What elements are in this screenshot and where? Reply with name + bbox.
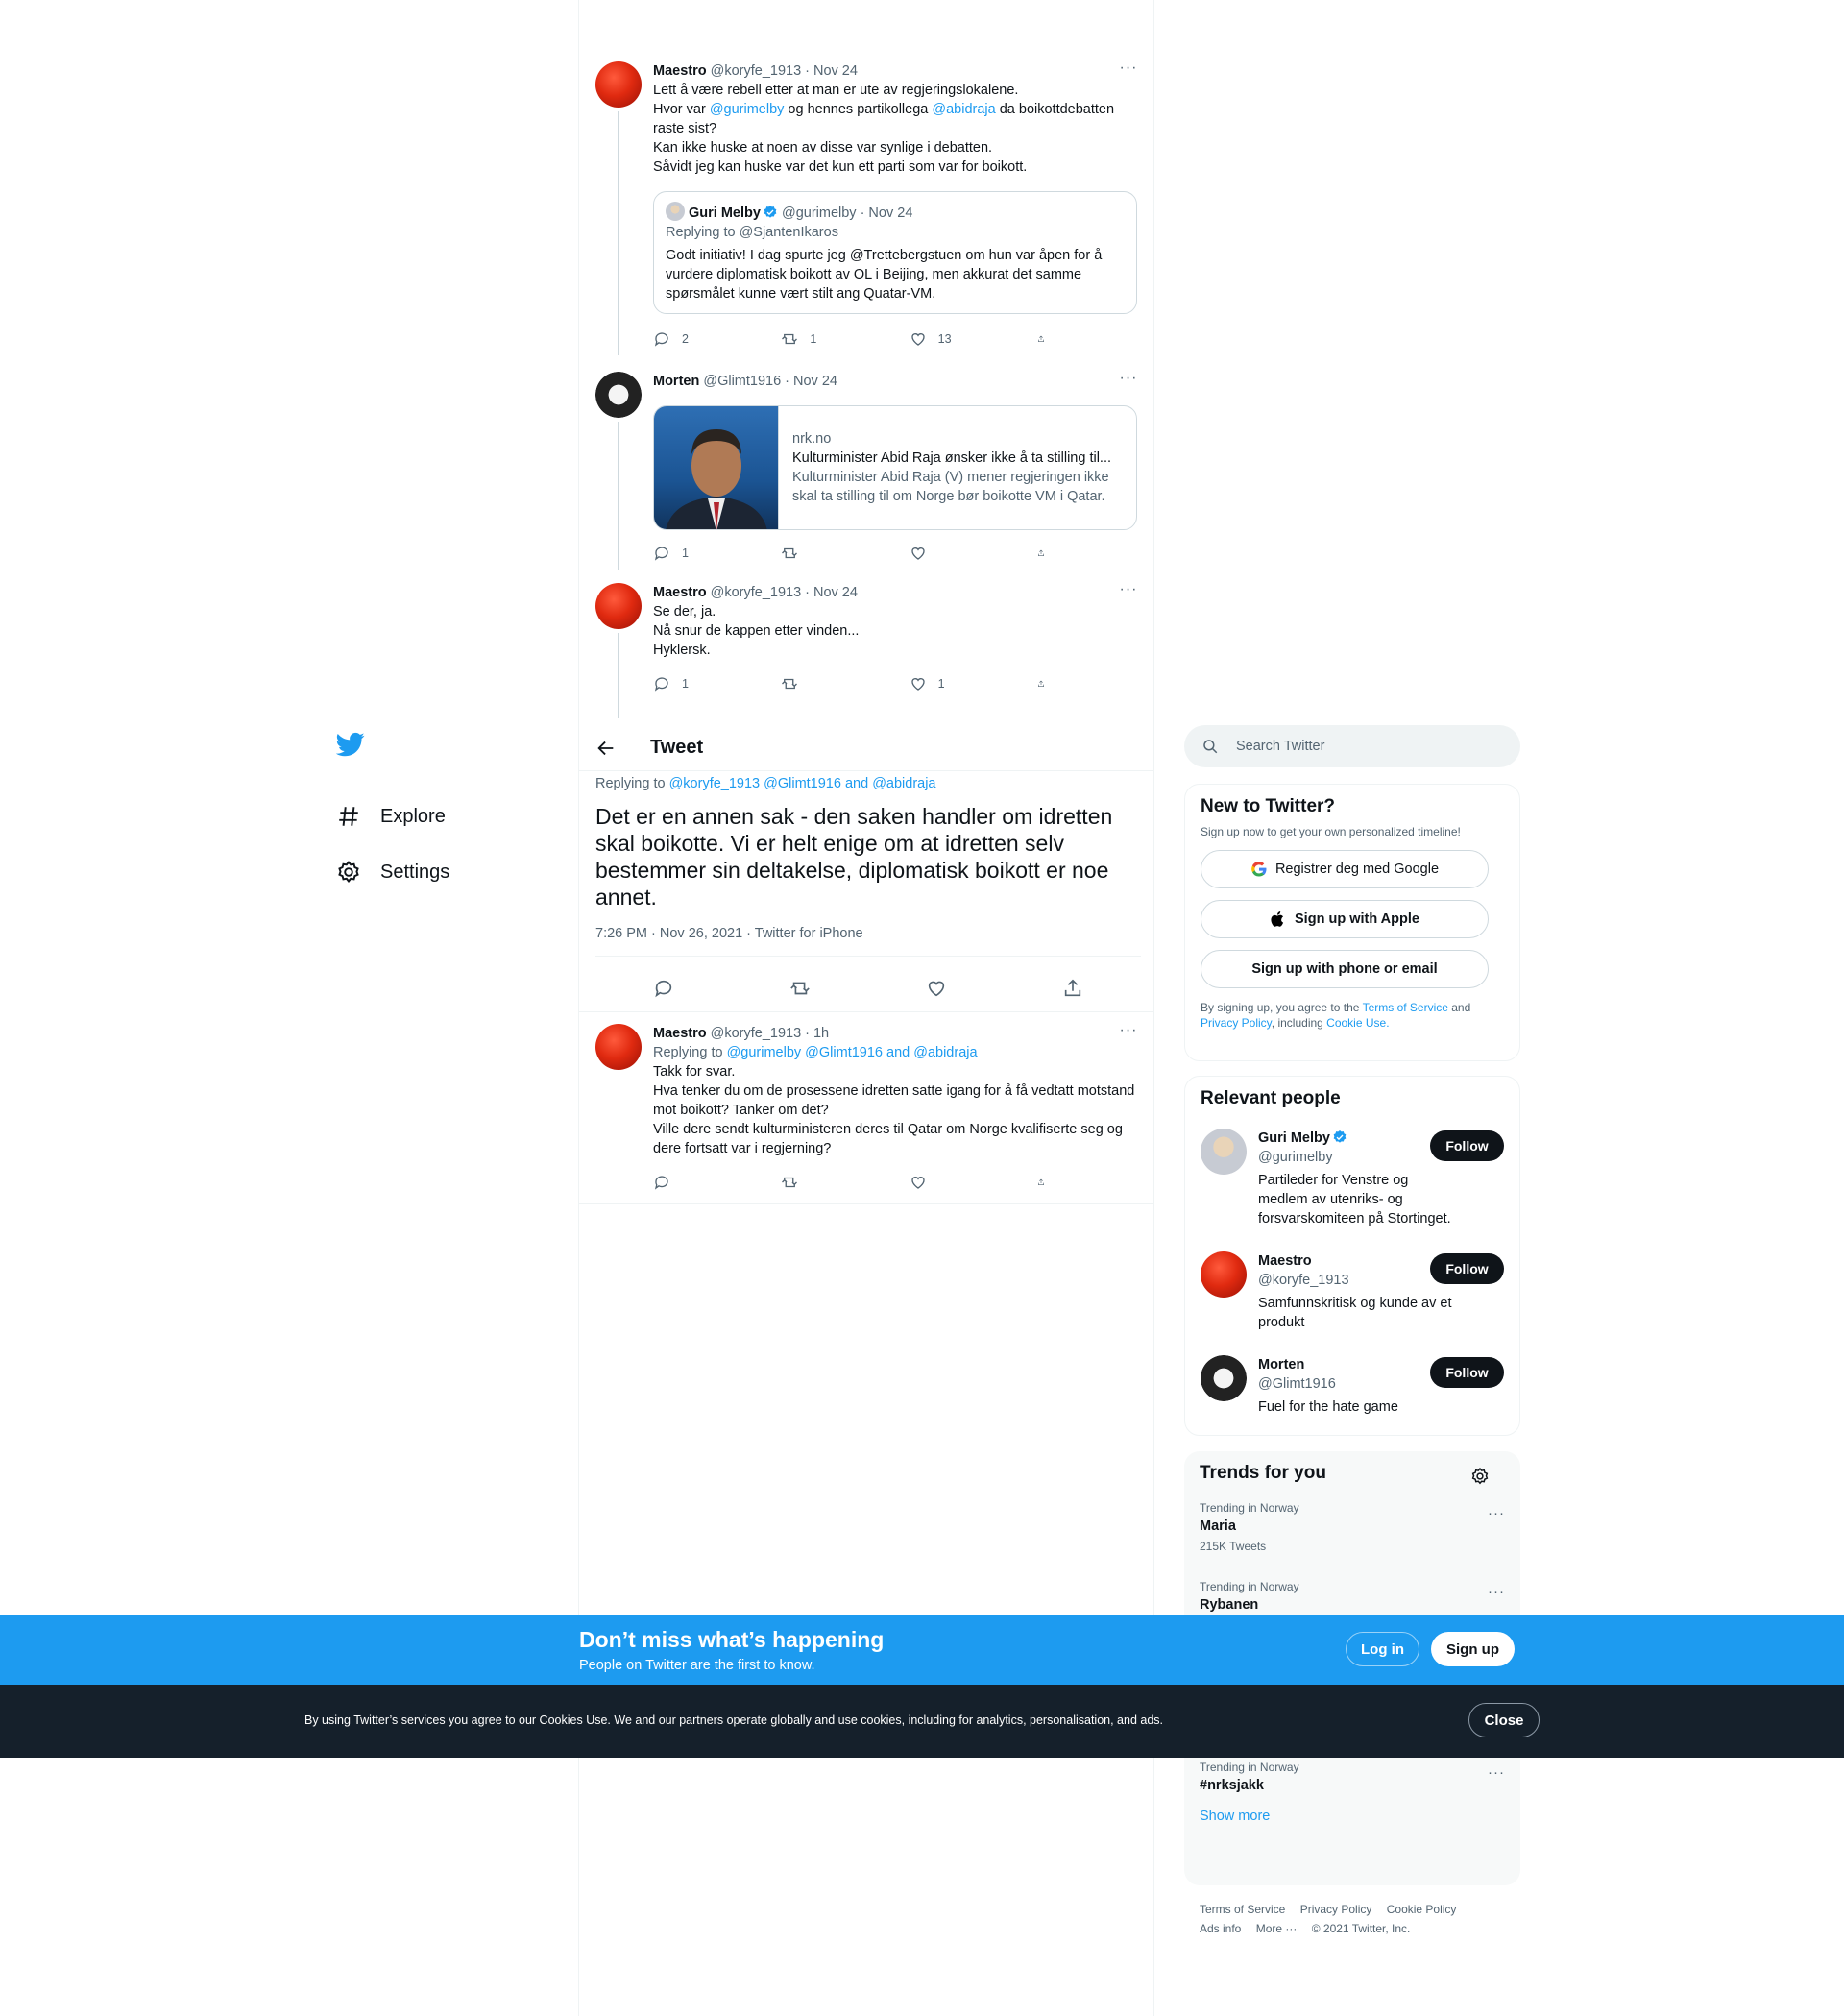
share-button[interactable] [1037,675,1056,692]
nav-explore-label: Explore [380,805,446,827]
legal-text: By signing up, you agree to the [1201,1001,1363,1014]
apple-signup-button[interactable] [1201,900,1489,938]
divider [579,1011,1153,1012]
person-bio: Fuel for the hate game [1258,1399,1398,1415]
reply-button[interactable] [653,330,781,348]
footer-more-link[interactable]: More ··· [1255,1922,1298,1935]
trend-item[interactable] [1200,1761,1505,1839]
signup-button[interactable]: Sign up [1431,1632,1515,1666]
replying-label: Replying to [653,1045,727,1060]
link-card-title: Kulturminister Abid Raja ønsker ikke å ta stilling til... [792,450,1112,466]
share-icon [1037,545,1045,562]
trend-name: Rybanen [1200,1597,1259,1613]
quoted-text: Godt initiativ! I dag spurte jeg @Trettebergstuen om hun var åpen for å vurdere diplomatisk boikott av OL i Beijing, men akkurat det samme spørsmålet kunne vært stilt ang Quatar-VM. [666,248,1103,302]
tweet-time[interactable]: · Nov 24 [805,63,858,79]
retweet-icon[interactable] [789,978,811,999]
share-icon [1037,1174,1045,1191]
twitter-logo-icon[interactable] [336,730,365,759]
back-arrow-icon[interactable] [595,738,617,759]
text-span: og hennes partikollega [784,102,933,117]
quoted-replying-to: Replying to @SjantenIkaros [666,225,838,240]
share-button[interactable] [1037,330,1056,348]
tweet-time[interactable]: · 1h [805,1026,830,1041]
cookie-use-link[interactable]: Cookie Use. [1326,1016,1390,1030]
more-options-icon[interactable]: ··· [1488,1505,1505,1521]
google-signup-button[interactable] [1201,850,1489,888]
reply-icon [653,1174,670,1191]
follow-button[interactable]: Follow [1430,1253,1504,1284]
share-button[interactable] [1037,545,1056,562]
footer [1200,1900,1536,1938]
reply-button[interactable] [653,1174,781,1191]
tweet-line: Takk for svar. [653,1064,736,1080]
more-options-icon[interactable]: ··· [1488,1764,1505,1781]
author-handle[interactable]: @koryfe_1913 [710,1026,802,1041]
hashtag-icon [336,804,361,829]
retweet-icon [781,1174,798,1191]
cookie-bar [0,1685,1844,1758]
quoted-avatar [666,202,685,221]
trend-count: 215K Tweets [1200,1540,1267,1553]
reply-count: 2 [682,332,689,346]
heart-icon [910,330,927,348]
avatar[interactable] [1201,1355,1247,1401]
thread-line [618,633,619,718]
nav-settings-label: Settings [380,861,450,883]
focused-tweet-actions [595,965,1141,1011]
login-button[interactable]: Log in [1346,1632,1419,1666]
panel-subtitle: Sign up now to get your own personalized timeline! [1201,825,1461,838]
tweet-text [653,1062,1138,1158]
avatar[interactable] [595,61,642,108]
focused-tweet-text: Det er en annen sak - den saken handler om idretten skal boikotte. Vi er helt enige om at idretten selv bestemmer sin deltakelse, diplomatisk boikott er noe annet. [595,804,1113,910]
divider [579,1203,1153,1204]
retweet-icon [781,545,798,562]
replying-label: Replying to [595,776,669,791]
like-count: 13 [937,332,952,346]
author-handle[interactable]: @Glimt1916 [703,374,782,389]
thread-tweet-1[interactable] [579,58,1153,355]
show-more-link[interactable]: Show more [1200,1809,1271,1824]
panel-title: Relevant people [1201,1088,1341,1108]
person-handle: @Glimt1916 [1258,1376,1336,1392]
portrait-image [654,406,779,530]
panel-title: Trends for you [1200,1463,1326,1483]
replying-to [595,774,1141,793]
google-signup-label: Registrer deg med Google [1274,862,1440,877]
panel-title: New to Twitter? [1201,796,1336,816]
thread-line [618,111,619,355]
gear-icon[interactable] [1470,1467,1490,1486]
reply-icon [653,675,670,692]
person-morten[interactable] [1201,1355,1504,1422]
like-button[interactable] [910,330,1037,348]
reply-count: 1 [682,677,689,691]
reply-icon [653,330,670,348]
cookie-close-button[interactable]: Close [1468,1703,1540,1737]
tweet-line: Ville dere sendt kulturministeren deres til Qatar om Norge kvalifiserte seg og dere fortsatt var i regjerning? [653,1122,1123,1156]
apple-signup-label: Sign up with Apple [1295,911,1419,927]
retweet-button[interactable] [781,330,909,348]
more-options-icon[interactable]: ··· [1119,581,1138,597]
tweet-line: Hyklersk. [653,643,711,658]
retweet-count: 1 [810,332,817,346]
like-count: 1 [937,677,945,691]
quoted-time: · Nov 24 [860,206,913,221]
search-placeholder: Search Twitter [1236,739,1325,754]
more-options-icon[interactable]: ··· [1119,60,1138,76]
replying-to [653,1043,1138,1062]
reply-tweet[interactable] [579,1020,1153,1202]
tweet-time[interactable]: · Nov 24 [805,585,858,600]
tweet-line: Hva tenker du om de prosessene idretten satte igang for å få vedtatt motstand mot boikott? Tanker om det? [653,1083,1135,1118]
email-signup-label: Sign up with phone or email [1251,961,1438,977]
tweet-text [653,602,1138,660]
follow-button[interactable]: Follow [1430,1130,1504,1161]
share-icon [1037,330,1045,348]
footer-copyright: © 2021 Twitter, Inc. [1311,1922,1411,1935]
avatar[interactable] [1201,1251,1247,1298]
retweet-icon [781,675,798,692]
link-card[interactable] [653,405,1137,530]
more-options-icon[interactable]: ··· [1119,370,1138,386]
tweet-actions [653,330,1056,348]
reply-button[interactable] [653,545,781,562]
reply-button[interactable] [653,675,781,692]
footer-privacy-link[interactable]: Privacy Policy [1299,1903,1372,1916]
more-options-icon[interactable]: ··· [1488,1584,1505,1600]
footer-ads-link[interactable]: Ads info [1200,1922,1242,1935]
replying-to-links[interactable]: @gurimelby @Glimt1916 and @abidraja [726,1045,978,1060]
like-button[interactable] [910,675,1037,692]
share-icon [1037,675,1045,692]
nav-explore[interactable] [336,789,576,844]
person-name: Guri Melby [1258,1130,1330,1146]
footer-tos-link[interactable]: Terms of Service [1200,1903,1286,1916]
tweet-line: Såvidt jeg kan huske var det kun ett parti som var for boikott. [653,159,1028,175]
avatar[interactable] [1201,1129,1247,1175]
follow-button[interactable]: Follow [1430,1357,1504,1388]
thread-tweet-2[interactable] [579,368,1153,570]
quoted-author-name: Guri Melby [689,206,761,221]
reply-icon[interactable] [653,978,674,999]
tweet-line [653,100,1138,138]
apple-icon [1270,911,1287,928]
author-handle[interactable]: @koryfe_1913 [710,63,802,79]
tweet-line: Se der, ja. [653,604,716,619]
focused-tweet [595,774,1141,957]
signup-legal [1201,1000,1504,1031]
text-span: Hvor var [653,102,710,117]
banner-subtitle: People on Twitter are the first to know. [579,1658,815,1673]
tweet-actions [653,1174,1056,1191]
privacy-link[interactable]: Privacy Policy [1201,1016,1272,1030]
retweet-button[interactable] [781,1174,909,1191]
person-maestro[interactable] [1201,1251,1504,1355]
trend-context: Trending in Norway [1200,1580,1299,1593]
person-bio: Partileder for Venstre og medlem av utenriks- og forsvarskomiteen på Stortinget. [1258,1173,1451,1227]
gear-icon [336,860,361,885]
focused-tweet-meta[interactable]: 7:26 PM · Nov 26, 2021 · Twitter for iPhone [595,926,1141,957]
replying-to-links[interactable]: @koryfe_1913 @Glimt1916 and @abidraja [668,776,936,791]
author-name[interactable]: Morten [653,374,700,389]
text-span: da boikottdebatten raste sist? [653,102,1115,136]
relevant-people-panel [1184,1076,1520,1436]
retweet-button[interactable] [781,675,909,692]
tweet-time[interactable]: · Nov 24 [785,374,837,389]
tweet-line: Kan ikke huske at noen av disse var synlige i debatten. [653,140,993,156]
tweet-line: Lett å være rebell etter at man er ute av regjeringslokalene. [653,83,1019,98]
page-title: Tweet [650,737,704,758]
share-icon[interactable] [1062,978,1083,999]
legal-text: and [1447,1001,1471,1014]
heart-icon [910,545,927,562]
person-handle: @gurimelby [1258,1150,1333,1165]
page-header [579,722,1153,773]
search-icon [1201,738,1219,755]
legal-text: , including [1271,1016,1327,1030]
banner-heading: Don’t miss what’s happening [579,1627,885,1652]
google-icon [1250,861,1268,878]
verified-badge-icon [763,205,778,220]
trend-item[interactable] [1200,1501,1505,1580]
cookie-notice-text: By using Twitter’s services you agree to our Cookies Use. We and our partners operate globally and use cookies, including for analytics, personalisation, and ads. [304,1713,1164,1727]
avatar[interactable] [595,1024,642,1070]
trend-context: Trending in Norway [1200,1501,1299,1515]
thread-tweet-3[interactable] [579,579,1153,718]
heart-icon [910,675,927,692]
nav-settings[interactable] [336,844,576,900]
author-handle[interactable]: @koryfe_1913 [710,585,802,600]
new-to-twitter-panel [1184,784,1520,1061]
person-name: Maestro [1258,1253,1312,1269]
reply-count: 1 [682,547,689,560]
person-name: Morten [1258,1357,1305,1372]
retweet-icon [781,330,798,348]
mention-link[interactable]: @abidraja [932,102,996,117]
heart-icon [910,1174,927,1191]
avatar[interactable] [595,583,642,629]
footer-cookie-link[interactable]: Cookie Policy [1386,1903,1457,1916]
thread-line [618,422,619,570]
more-options-icon[interactable]: ··· [1119,1022,1138,1038]
trend-context: Trending in Norway [1200,1761,1299,1774]
tweet-text [653,81,1138,177]
link-card-image [654,406,779,530]
author-name[interactable]: Maestro [653,1026,707,1041]
tweet-actions [653,675,1056,692]
tweet-line: Nå snur de kappen etter vinden... [653,623,860,639]
link-card-description: Kulturminister Abid Raja (V) mener regjeringen ikke skal ta stilling til om Norge bør boikotte VM i Qatar. [792,470,1109,504]
person-bio: Samfunnskritisk og kunde av et produkt [1258,1296,1452,1330]
quoted-tweet[interactable] [653,191,1137,314]
like-button[interactable] [910,1174,1037,1191]
search-box[interactable] [1184,725,1520,767]
signup-banner [0,1615,1844,1685]
tweet-actions [653,545,1056,562]
avatar[interactable] [595,372,642,418]
author-name[interactable]: Maestro [653,585,707,600]
left-nav [336,730,576,900]
quoted-handle: @gurimelby [781,206,857,221]
terms-link[interactable]: Terms of Service [1362,1001,1448,1014]
person-handle: @koryfe_1913 [1258,1273,1349,1288]
retweet-button[interactable] [781,545,909,562]
divider [579,770,1153,771]
link-card-domain: nrk.no [792,431,832,447]
email-signup-button[interactable] [1201,950,1489,988]
reply-icon [653,545,670,562]
share-button[interactable] [1037,1174,1056,1191]
heart-icon[interactable] [926,978,947,999]
trend-name: Maria [1200,1518,1236,1534]
verified-badge-icon [1332,1129,1347,1145]
like-button[interactable] [910,545,1037,562]
author-name[interactable]: Maestro [653,63,707,79]
person-guri-melby[interactable] [1201,1129,1504,1251]
trend-name: #nrksjakk [1200,1778,1264,1793]
mention-link[interactable]: @gurimelby [709,102,785,117]
